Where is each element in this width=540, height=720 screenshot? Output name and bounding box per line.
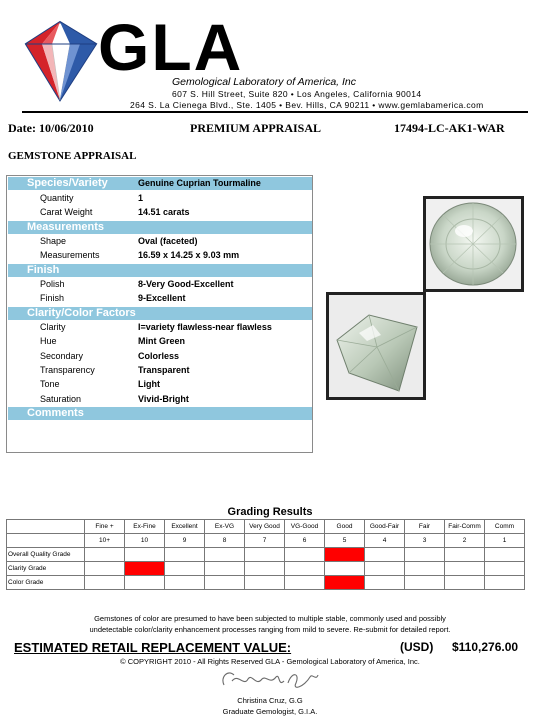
currency-label: (USD): [400, 640, 434, 654]
report-date: Date: 10/06/2010: [8, 121, 94, 135]
grade-column-score: 7: [245, 534, 285, 548]
header-divider: [22, 111, 528, 113]
grade-row-label: Color Grade: [7, 576, 85, 590]
clarity-value: I=variety flawless-near flawless: [138, 322, 272, 332]
grade-cell: [485, 562, 525, 576]
grade-cell: [85, 548, 125, 562]
saturation-label: Saturation: [40, 394, 82, 404]
appraisal-table: [6, 175, 313, 453]
grade-cell: [285, 562, 325, 576]
estimated-value-label: ESTIMATED RETAIL REPLACEMENT VALUE:: [14, 640, 292, 655]
carat-label: Carat Weight: [40, 207, 93, 217]
grade-column-names-row: [7, 520, 525, 534]
grade-cell: [405, 562, 445, 576]
grade-cell: [85, 576, 125, 590]
quantity-label: Quantity: [40, 193, 74, 203]
grade-column-name: Fair-Comm: [445, 520, 485, 534]
transparency-value: Transparent: [138, 365, 190, 375]
grade-column-name: Very Good: [245, 520, 285, 534]
gemologist-signature: [218, 667, 322, 693]
section-header-finish: Finish: [8, 264, 312, 277]
gemstone-photo-side: [326, 292, 426, 400]
grade-row-clarity: [7, 562, 525, 576]
grade-cell: [405, 576, 445, 590]
grade-cell: [405, 548, 445, 562]
signer-name: Christina Cruz, G.G: [237, 696, 303, 705]
grade-cell: [445, 548, 485, 562]
grade-cell: [365, 576, 405, 590]
secondary-value: Colorless: [138, 351, 180, 361]
secondary-label: Secondary: [40, 351, 84, 361]
section-header-clarity-color: Clarity/Color Factors: [8, 307, 312, 320]
grade-column-name: VG-Good: [285, 520, 325, 534]
shape-label: Shape: [40, 236, 67, 246]
grade-column-score: 10: [125, 534, 165, 548]
grade-column-score: 10+: [85, 534, 125, 548]
finish-value: 9-Excellent: [138, 293, 186, 303]
grade-column-score: 5: [325, 534, 365, 548]
finish-label: Finish: [40, 293, 65, 303]
grade-cell: [205, 562, 245, 576]
grade-cell: [205, 548, 245, 562]
grade-column-name: Excellent: [165, 520, 205, 534]
grade-selected-marker: [125, 562, 165, 576]
polish-label: Polish: [40, 279, 65, 289]
grade-cell: [125, 576, 165, 590]
grade-column-name: Comm: [485, 520, 525, 534]
grade-cell: [365, 562, 405, 576]
grade-corner-cell: [7, 520, 85, 534]
grading-results-title: Grading Results: [227, 506, 313, 518]
clarity-label: Clarity: [40, 322, 66, 332]
section-header-species: Species/Variety: [8, 177, 312, 190]
grade-column-score: 1: [485, 534, 525, 548]
measurements-value: 16.59 x 14.25 x 9.03 mm: [138, 250, 240, 260]
grade-column-score: 3: [405, 534, 445, 548]
gla-diamond-logo: [22, 16, 100, 104]
grade-cell: [445, 562, 485, 576]
grade-column-score: 9: [165, 534, 205, 548]
grade-column-name: Fair: [405, 520, 445, 534]
grade-cell: [285, 548, 325, 562]
grade-cell: [85, 562, 125, 576]
grade-cell: [165, 562, 205, 576]
measurements-label: Measurements: [40, 250, 100, 260]
grade-cell: [205, 576, 245, 590]
grade-cell: [485, 548, 525, 562]
grade-selected-marker: [325, 548, 365, 562]
tone-label: Tone: [40, 379, 60, 389]
grade-cell: [245, 562, 285, 576]
grade-column-name: Good: [325, 520, 365, 534]
gemstone-photo-top: [423, 196, 524, 292]
grade-cell: [125, 548, 165, 562]
grade-row-color: [7, 576, 525, 590]
section-title: GEMSTONE APPRAISAL: [8, 150, 137, 162]
grade-row-overall: [7, 548, 525, 562]
species-value: Genuine Cuprian Tourmaline: [138, 178, 261, 188]
grade-cell: [165, 576, 205, 590]
grade-row-label: Clarity Grade: [7, 562, 85, 576]
quantity-value: 1: [138, 193, 144, 203]
grade-cell: [245, 548, 285, 562]
address-line-2: 264 S. La Cienega Blvd., Ste. 1405 • Bev. Hills, CA 90211 • www.gemlabamerica.com: [130, 100, 484, 110]
grade-column-name: Good-Fair: [365, 520, 405, 534]
grade-corner-cell: [7, 534, 85, 548]
report-title: PREMIUM APPRAISAL: [190, 121, 321, 135]
hue-value: Mint Green: [138, 336, 186, 346]
estimated-value-amount: $110,276.00: [452, 640, 519, 654]
grade-column-score: 8: [205, 534, 245, 548]
disclaimer-line-2: undetectable color/clarity enhancement processes ranging from mild to severe. Re-submit for detailed report.: [89, 625, 451, 634]
grading-table: [6, 519, 525, 590]
grade-column-scores-row: [7, 534, 525, 548]
address-line-1: 607 S. Hill Street, Suite 820 • Los Angeles, California 90014: [172, 89, 422, 99]
company-name: Gemological Laboratory of America, Inc: [172, 76, 357, 88]
grade-column-score: 4: [365, 534, 405, 548]
grade-cell: [165, 548, 205, 562]
hue-label: Hue: [40, 336, 57, 346]
saturation-value: Vivid-Bright: [138, 394, 189, 404]
copyright-notice: © COPYRIGHT 2010 - All Rights Reserved GLA - Gemological Laboratory of America, Inc.: [120, 657, 420, 666]
polish-value: 8-Very Good-Excellent: [138, 279, 234, 289]
grade-column-name: Fine +: [85, 520, 125, 534]
disclaimer-line-1: Gemstones of color are presumed to have been subjected to multiple stable, commonly used and possibly: [94, 614, 446, 623]
grade-selected-marker: [325, 576, 365, 590]
grade-column-score: 6: [285, 534, 325, 548]
report-reference: 17494-LC-AK1-WAR: [394, 121, 505, 135]
transparency-label: Transparency: [40, 365, 95, 375]
grade-column-name: Ex-Fine: [125, 520, 165, 534]
grade-cell: [365, 548, 405, 562]
grade-row-label: Overall Quality Grade: [7, 548, 85, 562]
tone-value: Light: [138, 379, 160, 389]
section-header-comments: Comments: [8, 407, 312, 420]
grade-cell: [485, 576, 525, 590]
section-header-measurements: Measurements: [8, 221, 312, 234]
signer-title: Graduate Gemologist, G.I.A.: [222, 707, 318, 716]
grade-cell: [445, 576, 485, 590]
grade-cell: [245, 576, 285, 590]
shape-value: Oval (faceted): [138, 236, 198, 246]
grade-column-name: Ex-VG: [205, 520, 245, 534]
grade-cell: [285, 576, 325, 590]
gla-logo-text: GLA: [98, 10, 244, 84]
carat-value: 14.51 carats: [138, 207, 190, 217]
grade-column-score: 2: [445, 534, 485, 548]
grade-cell: [325, 562, 365, 576]
